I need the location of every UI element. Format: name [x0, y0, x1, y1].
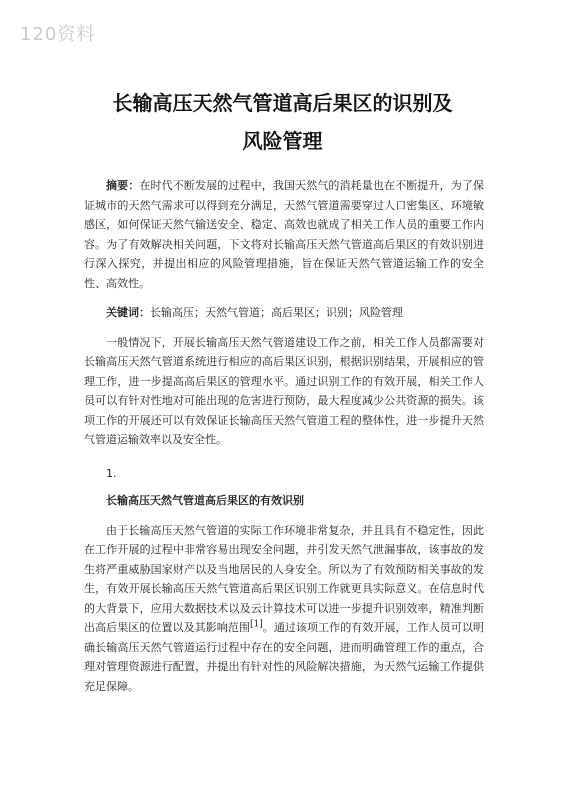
title-line-2: 风险管理 [242, 129, 323, 153]
abstract-label: 摘要： [106, 179, 140, 192]
keywords-paragraph [84, 303, 484, 323]
keywords-label: 关键词： [106, 306, 150, 319]
section-heading: 长输高压天然气管道高后果区的有效识别 [106, 494, 304, 507]
intro-paragraph: 一般情况下，开展长输高压天然气管道建设工作之前，相关工作人员都需要对长输高压天然气管道系统进行相应的高后果区识别，根据识别结果，开展相应的管理工作，进一步提高高后果区的管理水平。通过识别工作的有效开展，相关工作人员可以有针对性地对可能出现的危害进行预防，最大程度减少公共资源的损失。该项工作的开展还可以有效保证长输高压天然气管道工程的整体性，进一步提升天然气管道运输效率以及安全性。 [84, 335, 484, 446]
section-text-part2: 。通过该项工作的有效开展，工作人员可以明确长输高压天然气管道运行过程中存在的安全问题，进而明确管理工作的重点，合理对管理资源进行配置，并提出有针对性的风险解决措施，为天然气运输工作提供充足保障。 [84, 621, 485, 693]
title-line-1: 长输高压天然气管道高后果区的识别及 [112, 91, 453, 115]
section-text-part1: 由于长输高压天然气管道的实际工作环境非常复杂，并且具有不稳定性，因此在工作开展的过程中非常容易出现安全问题，并引发天然气泄漏事故，该事故的发生将严重威胁国家财产以及当地居民的人身安全。所以为了有效预防相关事故的发生，有效开展长输高压天然气管道高后果区识别工作就更具实际意义。在信息时代的大背景下，应用大数据技术以及云计算技术可以进一步提升识别效率，精准判断出高后果区的位置以及其影响范围 [84, 523, 484, 634]
abstract-paragraph [84, 176, 484, 293]
document-body [84, 176, 484, 696]
section-number: 1. [106, 466, 117, 480]
section-paragraph [84, 521, 484, 697]
keywords-text: 长输高压；天然气管道；高后果区；识别；风险管理 [150, 306, 403, 319]
watermark-logo: 120资料 [20, 24, 96, 45]
abstract-text: 在时代不断发展的过程中，我国天然气的消耗量也在不断提升，为了保证城市的天然气需求可以得到充分满足，天然气管道需要穿过人口密集区、环境敏感区，如何保证天然气输送安全、稳定、高效也就成了相关工作人员的重要工作内容。为了有效解决相关问题，下文将对长输高压天然气管道高后果区的有效识别进行深入探究，并提出相应的风险管理措施，旨在保证天然气管道运输工作的安全性、高效性。 [84, 179, 485, 290]
document-title [60, 84, 505, 160]
citation-ref: [1] [249, 619, 263, 630]
